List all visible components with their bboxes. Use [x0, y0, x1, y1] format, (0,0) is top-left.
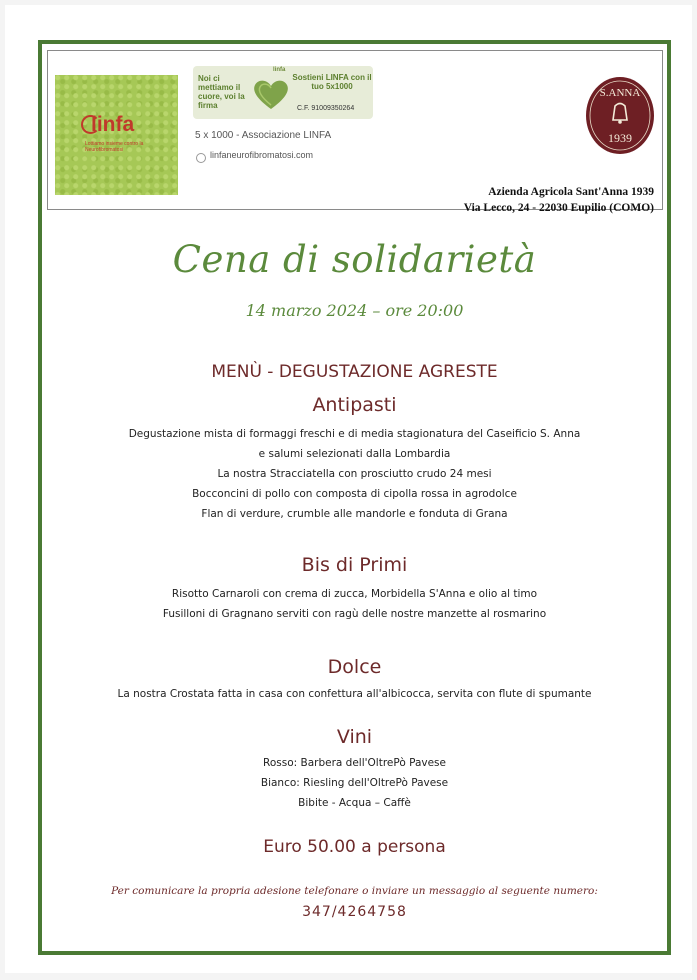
linfa-logo-tagline: Lottiamo insieme contro la Neurofibromatosi	[85, 141, 144, 153]
company-street: Via Lecco, 24 - 22030 Eupilio (COMO)	[463, 202, 654, 214]
menu-item: Risotto Carnaroli con crema di zucca, Morbidella S'Anna e olio al timo	[171, 588, 538, 600]
seal-name: S.ANNA	[599, 87, 641, 99]
banner-fiscal-code: C.F. 91009350264	[297, 105, 355, 112]
menu-item: Fusilloni di Gragnano serviti con ragù delle nostre manzette al rosmarino	[162, 608, 547, 620]
company-name: Azienda Agricola Sant'Anna 1939	[488, 186, 654, 198]
menu-item: Bianco: Riesling dell'OltrePò Pavese	[260, 777, 449, 789]
section-vini: Vini	[336, 726, 373, 748]
sant-anna-seal	[585, 76, 655, 155]
document-page	[5, 5, 692, 973]
banner-brand: linfa	[273, 67, 286, 73]
green-frame	[38, 40, 671, 955]
5x1000-banner	[193, 66, 373, 119]
banner-support-text: Sostieni LINFA con il tuo 5x1000	[292, 73, 372, 91]
section-primi: Bis di Primi	[301, 554, 408, 576]
menu-item: Bocconcini di pollo con composta di cipolla rossa in agrodolce	[192, 488, 517, 500]
menu-item: Rosso: Barbera dell'OltrePò Pavese	[263, 757, 446, 769]
event-date: 14 marzo 2024 – ore 20:00	[245, 301, 464, 320]
seal-year: 1939	[608, 131, 632, 145]
globe-icon	[196, 153, 206, 163]
section-antipasti: Antipasti	[312, 394, 397, 416]
event-title: Cena di solidarietà	[172, 238, 537, 281]
website-link[interactable]: linfaneurofibromatosi.com	[210, 150, 314, 160]
section-dolce: Dolce	[327, 656, 382, 678]
menu-item: Degustazione mista di formaggi freschi e di media stagionatura del Caseificio S. Anna	[128, 428, 581, 440]
company-address	[464, 184, 654, 216]
menu-item: La nostra Stracciatella con prosciutto crudo 24 mesi	[217, 468, 492, 480]
contact-text: Per comunicare la propria adesione telefonare o inviare un messaggio al seguente numero:	[111, 885, 598, 897]
heart-icon	[252, 77, 290, 111]
association-label: 5 x 1000 - Associazione LINFA	[195, 130, 332, 141]
linfa-logo	[55, 75, 178, 195]
phone-number[interactable]: 347/4264758	[302, 904, 407, 920]
menu-item: e salumi selezionati dalla Lombardia	[258, 448, 451, 460]
banner-slogan: Noi ci mettiamo il cuore, voi la firma	[198, 74, 245, 110]
menu-item: Bibite - Acqua – Caffè	[298, 797, 411, 809]
price: Euro 50.00 a persona	[263, 837, 446, 857]
menu-title: MENÙ - DEGUSTAZIONE AGRESTE	[211, 362, 498, 382]
linfa-logo-name: linfa	[91, 113, 135, 136]
header-box	[47, 50, 663, 214]
menu-item: Flan di verdure, crumble alle mandorle e fonduta di Grana	[201, 508, 508, 520]
menu-item: La nostra Crostata fatta in casa con confettura all'albicocca, servita con flute di spumante	[117, 688, 592, 700]
